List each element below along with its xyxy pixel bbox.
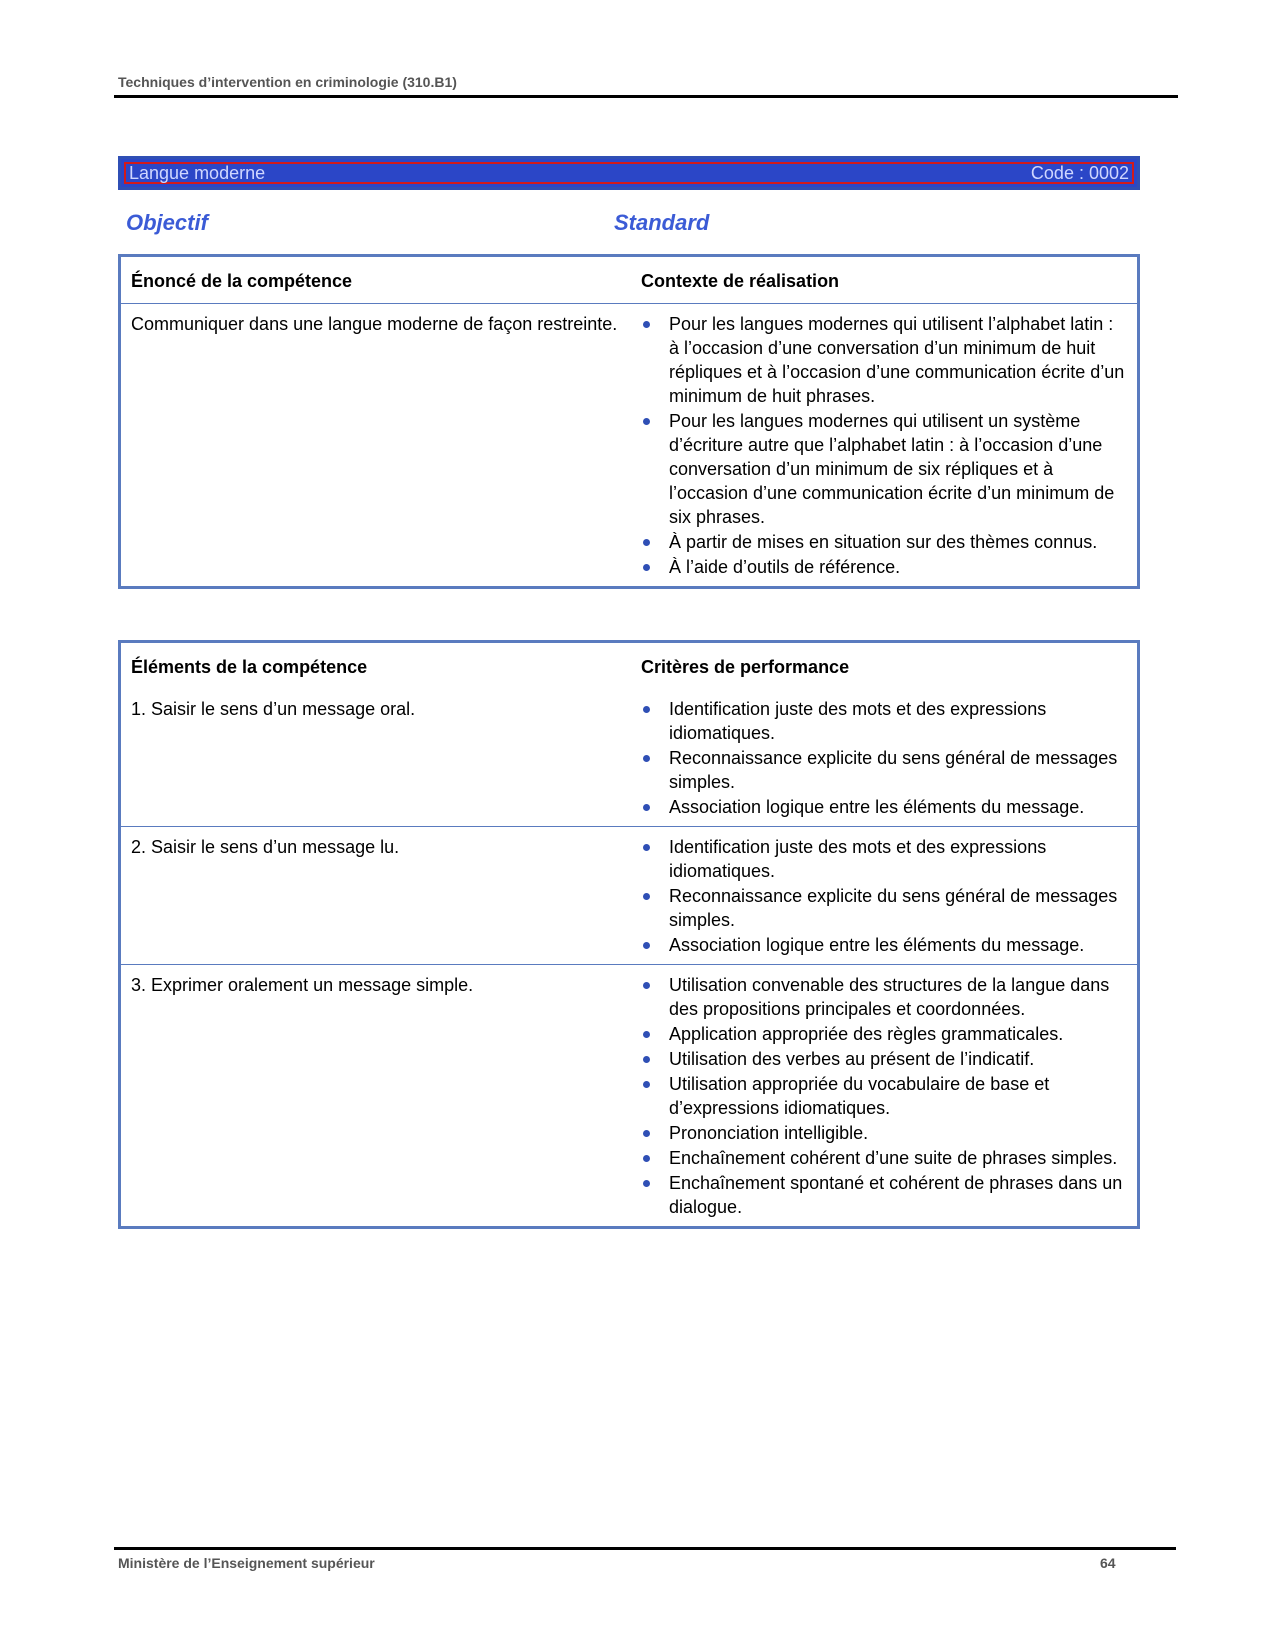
bullet-text: Application appropriée des règles grammaticales. <box>669 1024 1064 1044</box>
statement-header: Énoncé de la compétence <box>131 271 353 291</box>
title-bar-outline <box>124 162 1134 184</box>
bullet-icon <box>643 1180 650 1187</box>
bullet-item <box>641 555 1127 579</box>
bullet-text: Enchaînement spontané et cohérent de phrases dans un dialogue. <box>669 1173 1123 1217</box>
bullet-icon <box>643 942 650 949</box>
standard-label: Standard <box>614 210 710 235</box>
bullet-item <box>641 1121 1127 1145</box>
element-row <box>121 826 1137 964</box>
context-list <box>641 312 1127 579</box>
bullet-item <box>641 1047 1127 1071</box>
competence-table <box>118 254 1140 589</box>
running-header: Techniques d’intervention en criminologie (310.B1) <box>118 74 457 90</box>
bullet-text: Identification juste des mots et des expressions idiomatiques. <box>669 699 1047 743</box>
bullet-text: Utilisation convenable des structures de la langue dans des propositions principales et coordonnées. <box>669 975 1110 1019</box>
bullet-text: Pour les langues modernes qui utilisent un système d’écriture autre que l’alphabet latin : à l’occasion d’une conversation d’un minimum de six répliques et à l’occasion d’une communication écrite d’un minimum de six phrases. <box>669 411 1115 527</box>
bullet-icon <box>643 1031 650 1038</box>
criteria-list <box>641 973 1127 1219</box>
bullet-item <box>641 1146 1127 1170</box>
objectif-label: Objectif <box>126 210 208 235</box>
bullet-item <box>641 835 1127 883</box>
elements-rows <box>121 689 1137 1226</box>
footer-ministry: Ministère de l’Enseignement supérieur <box>118 1555 375 1571</box>
bullet-icon <box>643 539 650 546</box>
header-rule <box>114 95 1178 98</box>
bullet-icon <box>643 1130 650 1137</box>
competence-table-header <box>121 257 1137 303</box>
bullet-text: Reconnaissance explicite du sens général de messages simples. <box>669 748 1118 792</box>
bullet-icon <box>643 564 650 571</box>
element-text: 1. Saisir le sens d’un message oral. <box>131 699 416 719</box>
element-row <box>121 689 1137 826</box>
bullet-item <box>641 1072 1127 1120</box>
bullet-text: Utilisation des verbes au présent de l’indicatif. <box>669 1049 1035 1069</box>
bullet-item <box>641 746 1127 794</box>
element-text: 3. Exprimer oralement un message simple. <box>131 975 474 995</box>
elements-table-header <box>121 643 1137 689</box>
context-header: Contexte de réalisation <box>641 271 840 291</box>
bullet-item <box>641 1022 1127 1046</box>
bullet-text: Prononciation intelligible. <box>669 1123 869 1143</box>
bullet-icon <box>643 1155 650 1162</box>
footer-rule <box>114 1547 1176 1550</box>
bullet-icon <box>643 844 650 851</box>
page-number: 64 <box>1100 1555 1116 1571</box>
bullet-icon <box>643 1081 650 1088</box>
elements-header: Éléments de la compétence <box>131 657 368 677</box>
bullet-icon <box>643 706 650 713</box>
competence-row <box>121 303 1137 586</box>
course-title-bar <box>118 156 1140 190</box>
bullet-item <box>641 973 1127 1021</box>
bullet-icon <box>643 1056 650 1063</box>
element-row <box>121 964 1137 1226</box>
bullet-text: Pour les langues modernes qui utilisent l’alphabet latin : à l’occasion d’une conversation d’un minimum de huit répliques et à l’occasion d’une communication écrite d’un minimum de huit phrases. <box>669 314 1125 406</box>
bullet-text: À l’aide d’outils de référence. <box>669 557 901 577</box>
bullet-icon <box>643 804 650 811</box>
criteria-cell <box>631 689 1137 826</box>
bullet-text: Association logique entre les éléments du message. <box>669 797 1085 817</box>
element-text: 2. Saisir le sens d’un message lu. <box>131 837 400 857</box>
criteria-header: Critères de performance <box>641 657 850 677</box>
bullet-text: Utilisation appropriée du vocabulaire de base et d’expressions idiomatiques. <box>669 1074 1050 1118</box>
bullet-item <box>641 409 1127 529</box>
competence-statement: Communiquer dans une langue moderne de façon restreinte. <box>131 314 618 334</box>
context-cell <box>631 304 1137 586</box>
bullet-item <box>641 530 1127 554</box>
bullet-text: À partir de mises en situation sur des thèmes connus. <box>669 532 1098 552</box>
bullet-text: Enchaînement cohérent d’une suite de phrases simples. <box>669 1148 1118 1168</box>
bullet-icon <box>643 982 650 989</box>
criteria-cell <box>631 965 1137 1226</box>
course-title: Langue moderne <box>129 162 266 183</box>
criteria-list <box>641 835 1127 957</box>
bullet-icon <box>643 755 650 762</box>
bullet-item <box>641 795 1127 819</box>
bullet-item <box>641 884 1127 932</box>
bullet-item <box>641 933 1127 957</box>
bullet-text: Identification juste des mots et des expressions idiomatiques. <box>669 837 1047 881</box>
course-code: Code : 0002 <box>1030 162 1129 183</box>
bullet-icon <box>643 893 650 900</box>
bullet-icon <box>643 418 650 425</box>
bullet-icon <box>643 321 650 328</box>
bullet-item <box>641 312 1127 408</box>
bullet-item <box>641 1171 1127 1219</box>
bullet-text: Association logique entre les éléments du message. <box>669 935 1085 955</box>
criteria-cell <box>631 827 1137 964</box>
bullet-item <box>641 697 1127 745</box>
elements-table <box>118 640 1140 1229</box>
bullet-text: Reconnaissance explicite du sens général de messages simples. <box>669 886 1118 930</box>
criteria-list <box>641 697 1127 819</box>
